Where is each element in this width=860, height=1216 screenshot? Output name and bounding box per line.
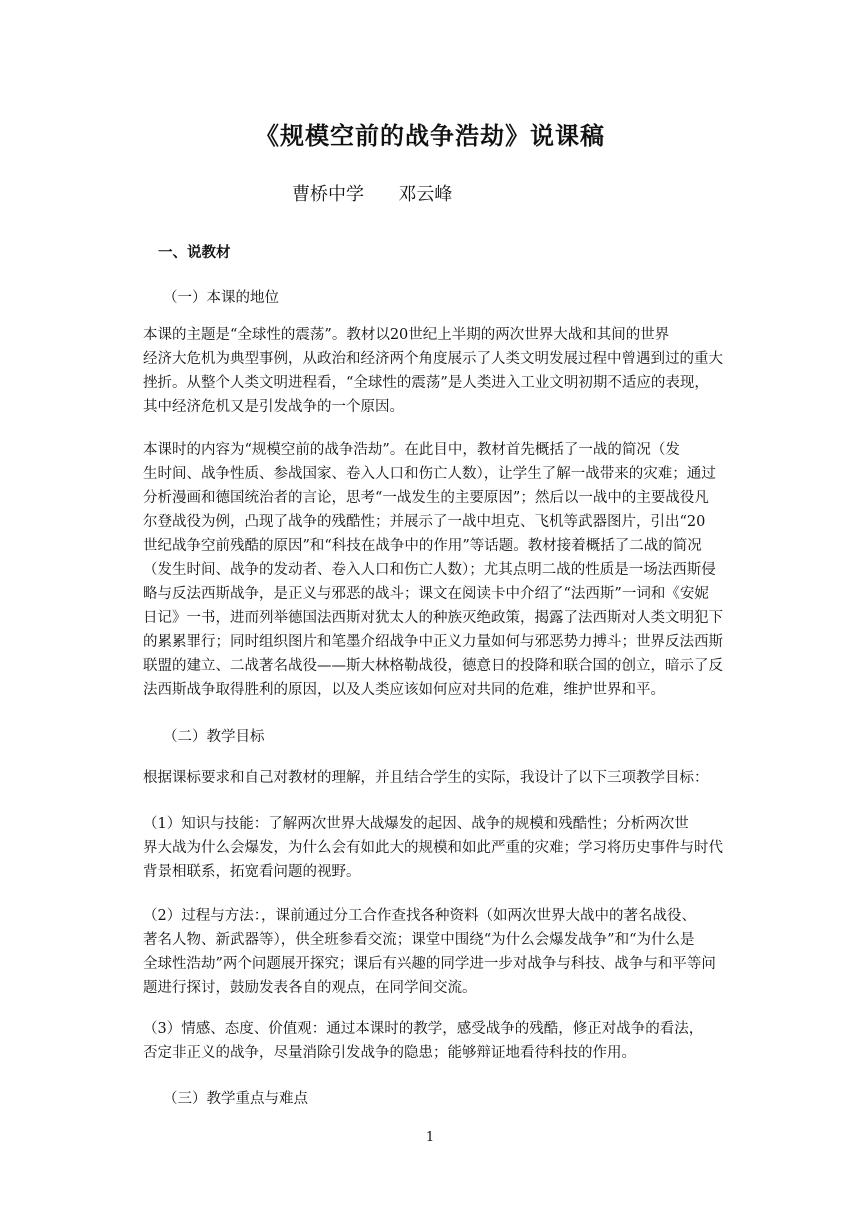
paragraph-line: 根据课标要求和自己对教材的理解，并且结合学生的实际，我设计了以下三项教学目标： <box>143 770 709 786</box>
paragraph-line: 联盟的建立、二战著名战役——斯大林格勒战役，德意日的投降和联合国的创立，暗示了反 <box>143 658 723 674</box>
paragraph-line: 法西斯战争取得胜利的原因，以及人类应该如何应对共同的危难，维护世界和平。 <box>143 682 665 698</box>
paragraph-3 <box>143 766 731 790</box>
paragraph-line: 本课的主题是“全球性的震荡”。教材以20世纪上半期的两次世界大战和其间的世界 <box>143 327 670 343</box>
paragraph-line: （1）知识与技能：了解两次世界大战爆发的起因、战争的规模和残酷性；分析两次世 <box>143 816 689 832</box>
paragraph-6 <box>143 1017 731 1065</box>
paragraph-line: （发生时间、战争的发动者、卷入人口和伤亡人数）；尤其点明二战的性质是一场法西斯侵 <box>143 562 716 578</box>
paragraph-line: 题进行探讨，鼓励发表各自的观点，在同学间交流。 <box>143 980 477 996</box>
paragraph-line: 分析漫画和德国统治者的言论，思考“一战发生的主要原因”；然后以一战中的主要战役凡 <box>143 490 709 506</box>
paragraph-line: 著名人物、新武器等），供全班参看交流；课堂中围绕“为什么会爆发战争”和“为什么是 <box>143 932 695 948</box>
paragraph-line: 略与反法西斯战争，是正义与邪恶的战斗；课文在阅读卡中介绍了“法西斯”一词和《安妮 <box>143 586 709 602</box>
subsection-heading-1: （一）本课的地位 <box>163 290 279 306</box>
page-number: 1 <box>425 1130 435 1145</box>
section-heading-1: 一、说教材 <box>158 244 231 261</box>
paragraph-line: 背景相联系，拓宽看问题的视野。 <box>143 864 361 880</box>
paragraph-line: 否定非正义的战争，尽量消除引发战争的隐患；能够辩证地看待科技的作用。 <box>143 1045 636 1061</box>
paragraph-line: 界大战为什么会爆发，为什么会有如此大的规模和如此严重的灾难；学习将历史事件与时代 <box>143 840 723 856</box>
paragraph-4 <box>143 812 731 884</box>
paragraph-line: 经济大危机为典型事例，从政治和经济两个角度展示了人类文明发展过程中曾遇到过的重大 <box>143 351 723 367</box>
paragraph-line: 其中经济危机又是引发战争的一个原因。 <box>143 399 404 415</box>
subsection-heading-3: （三）教学重点与难点 <box>163 1091 308 1107</box>
paragraph-line: 生时间、战争性质、参战国家、卷入人口和伤亡人数），让学生了解一战带来的灾难；通过 <box>143 466 716 482</box>
paragraph-line: 挫折。从整个人类文明进程看，“全球性的震荡”是人类进入工业文明初期不适应的表现， <box>143 375 709 391</box>
paragraph-line: （2）过程与方法：，课前通过分工合作查找各种资料（如两次世界大战中的著名战役、 <box>143 908 696 924</box>
paragraph-1 <box>143 323 731 419</box>
paragraph-line: 全球性浩劫”两个问题展开探究；课后有兴趣的同学进一步对战争与科技、战争与和平等问 <box>143 956 716 972</box>
document-title: 《规模空前的战争浩劫》说课稿 <box>255 121 605 150</box>
paragraph-5 <box>143 904 731 1000</box>
paragraph-line: 世纪战争空前残酷的原因”和“科技在战争中的作用”等话题。教材接着概括了二战的简况 <box>143 538 702 554</box>
paragraph-line: 的累累罪行；同时组织图片和笔墨介绍战争中正义力量如何与邪恶势力搏斗；世界反法西斯 <box>143 634 723 650</box>
author-line: 曹桥中学 邓云峰 <box>292 184 453 205</box>
paragraph-line: 本课时的内容为“规模空前的战争浩劫”。在此目中，教材首先概括了一战的简况（发 <box>143 442 680 458</box>
subsection-heading-2: （二）教学目标 <box>163 729 265 745</box>
paragraph-line: （3）情感、态度、价值观：通过本课时的教学，感受战争的残酷，修正对战争的看法， <box>143 1021 704 1037</box>
paragraph-2 <box>143 438 731 702</box>
paragraph-line: 日记》一书，进而列举德国法西斯对犹太人的种族灭绝政策，揭露了法西斯对人类文明犯下 <box>143 610 723 626</box>
paragraph-line: 尔登战役为例，凸现了战争的残酷性；并展示了一战中坦克、飞机等武器图片，引出“20 <box>143 514 706 530</box>
